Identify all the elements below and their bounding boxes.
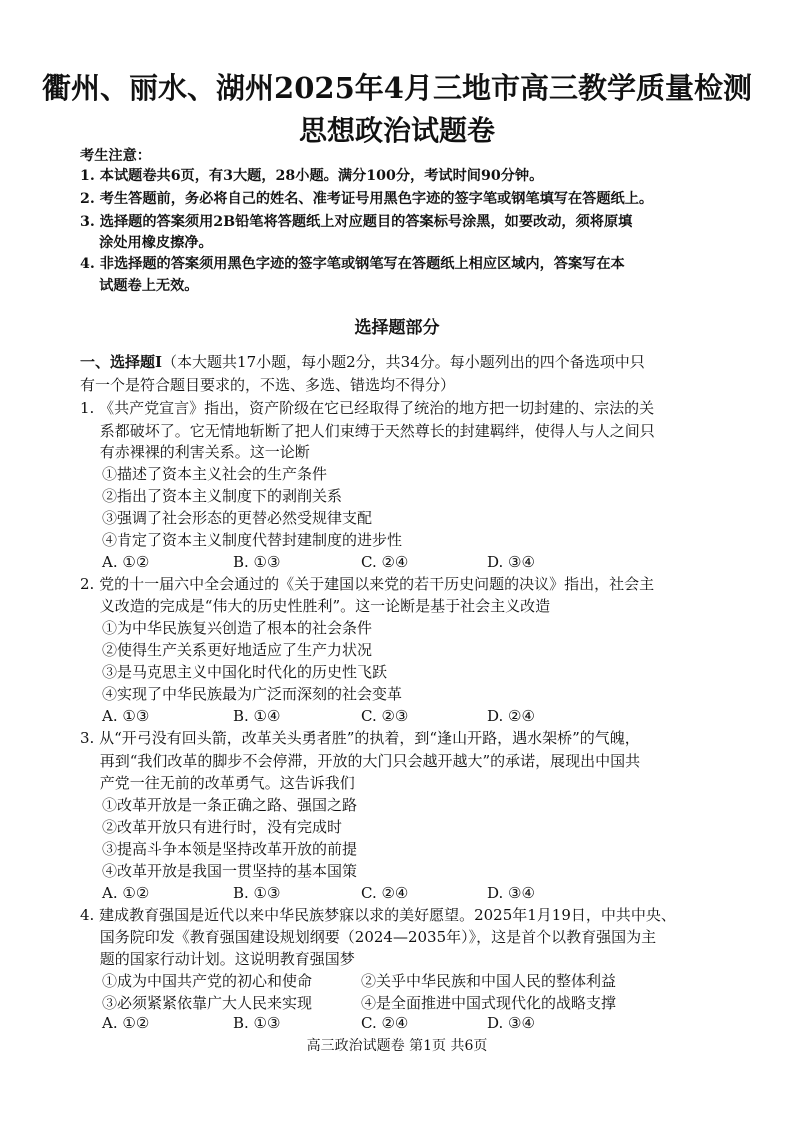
question-stem: 再到“我们改革的脚步不会停滞，开放的大门只会越开越大”的承诺，展现出中国共 [80, 752, 641, 770]
option-d: D. ③④ [487, 553, 535, 571]
notice-line: 3. 选择题的答案须用2B铅笔将答题纸上对应题目的答案标号涂黑，如要改动，须将原填 [80, 214, 633, 230]
question-stem: 题的国家行动计划。这说明教育强国梦 [80, 950, 355, 968]
option-c: C. ②④ [361, 884, 409, 902]
notice-line: 4. 非选择题的答案须用黑色字迹的签字笔或钢笔写在答题纸上相应区域内，答案写在本 [80, 256, 625, 272]
option-a: A. ①③ [102, 707, 150, 725]
notice-heading: 考生注意： [80, 148, 151, 164]
option-b: B. ①③ [233, 884, 281, 902]
option-c: C. ②④ [361, 553, 409, 571]
question-item: ②使得生产关系更好地适应了生产力状况 [102, 641, 373, 659]
question-item: ①成为中国共产党的初心和使命 [102, 972, 313, 990]
question-item: ④实现了中华民族最为广泛而深刻的社会变革 [102, 685, 403, 703]
question-item: ②改革开放只有进行时，没有完成时 [102, 818, 343, 836]
question-item: ①描述了资本主义社会的生产条件 [102, 465, 328, 483]
question-item: ④改革开放是我国一贯坚持的基本国策 [102, 862, 358, 880]
exam-subtitle: 思想政治试题卷 [298, 114, 495, 147]
question-stem: 产党一往无前的改革勇气。这告诉我们 [80, 774, 355, 792]
option-b: B. ①③ [233, 1014, 281, 1032]
question-stem: 国务院印发《教育强国建设规划纲要（2024—2035年）》，这是首个以教育强国为主 [80, 928, 657, 946]
question-item: ②指出了资本主义制度下的剥削关系 [102, 487, 343, 505]
question-stem: 1. 《共产党宣言》指出，资产阶级在它已经取得了统治的地方把一切封建的、宗法的关 [80, 399, 655, 417]
option-d: D. ③④ [487, 884, 535, 902]
option-c: C. ②④ [361, 1014, 409, 1032]
exam-title: 衢州、丽水、湖州2025年4月三地市高三教学质量检测 [42, 71, 752, 105]
option-a: A. ①② [102, 553, 150, 571]
question-item: ③必须紧紧依靠广大人民来实现 [102, 994, 313, 1012]
question-stem: 3. 从“开弓没有回头箭，改革关头勇者胜”的执着，到“逢山开路，遇水架桥”的气魄， [80, 729, 640, 747]
question-stem: 有赤裸裸的利害关系。这一论断 [80, 443, 310, 461]
part-intro-line: 有一个是符合题目要求的，不选、多选、错选均不得分） [80, 376, 456, 394]
notice-line: 1. 本试题卷共6页，有3大题，28小题。满分100分，考试时间90分钟。 [80, 168, 544, 184]
question-item: ②关乎中华民族和中国人民的整体利益 [361, 972, 617, 990]
option-a: A. ①② [102, 884, 150, 902]
page-footer: 高三政治试题卷 第1页 共6页 [306, 1038, 488, 1054]
question-stem: 义改造的完成是“伟大的历史性胜利”。这一论断是基于社会主义改造 [80, 597, 551, 615]
question-stem: 系都破坏了。它无情地斩断了把人们束缚于天然尊长的封建羁绊，使得人与人之间只 [80, 422, 655, 440]
part-heading: 一、选择题Ⅰ [80, 353, 163, 371]
question-item: ④肯定了资本主义制度代替封建制度的进步性 [102, 531, 403, 549]
part-intro-text: （本大题共17小题，每小题2分，共34分。每小题列出的四个备选项中只 [162, 353, 645, 371]
option-d: D. ③④ [487, 1014, 535, 1032]
notice-line: 试题卷上无效。 [80, 278, 199, 294]
option-b: B. ①④ [233, 707, 281, 725]
notice-line: 2. 考生答题前，务必将自己的姓名、准考证号用黑色字迹的签字笔或钢笔填写在答题纸上。 [80, 191, 654, 207]
question-item: ①为中华民族复兴创造了根本的社会条件 [102, 619, 373, 637]
question-item: ③强调了社会形态的更替必然受规律支配 [102, 509, 373, 527]
option-c: C. ②③ [361, 707, 409, 725]
option-a: A. ①② [102, 1014, 150, 1032]
question-item: ④是全面推进中国式现代化的战略支撑 [361, 994, 617, 1012]
option-b: B. ①③ [233, 553, 281, 571]
question-item: ①改革开放是一条正确之路、强国之路 [102, 796, 358, 814]
option-d: D. ②④ [487, 707, 535, 725]
section-title: 选择题部分 [354, 318, 440, 338]
question-item: ③提高斗争本领是坚持改革开放的前提 [102, 840, 358, 858]
question-stem: 2. 党的十一届六中全会通过的《关于建国以来党的若干历史问题的决议》指出，社会主 [80, 575, 655, 593]
part-intro [80, 352, 645, 372]
question-stem: 4. 建成教育强国是近代以来中华民族梦寐以求的美好愿望。2025年1月19日，中共中央、 [80, 906, 676, 924]
notice-line: 涂处用橡皮擦净。 [80, 235, 213, 251]
question-item: ③是马克思主义中国化时代化的历史性飞跃 [102, 663, 388, 681]
